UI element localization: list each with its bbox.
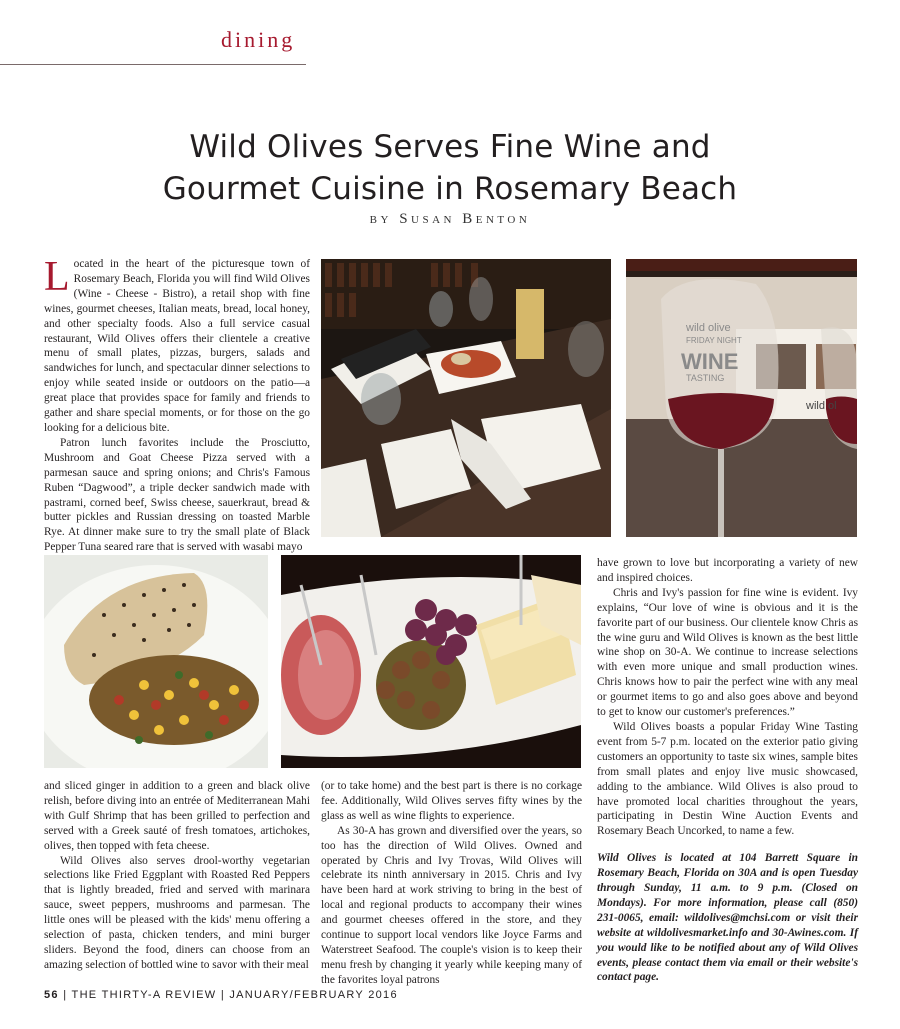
charcuterie-photo <box>281 555 581 768</box>
byline: by Susan Benton <box>369 211 531 227</box>
intro-column <box>44 254 310 555</box>
wine-tasting-paragraph: Wild Olives boasts a popular Friday Wine Tasting event from 5-7 p.m. located on the exterior patio giving customers an opportunity to taste six wines, sample bites from small plates and enjoy live music showcased, adding to the ambiance. Wild Olives is also proud to have promoted local charities throughout the years, participating in Destin Wine Auction Events and Rosemary Beach Uncorked, to name a few. <box>597 720 858 838</box>
publication-name: THE THIRTY-A REVIEW <box>71 989 217 1001</box>
table-setting-photo <box>321 259 611 537</box>
vegetarian-paragraph: Wild Olives also serves drool-worthy vegetarian selections like Fried Eggplant with Roasted Red Peppers that is lightly breaded, fried and served with marinara sauce, sweet peppers, mushrooms and parmesan. The little ones will be pleased with the kids' menu offering a selection of pasta, chicken tenders, and mini burger sliders. Beyond the food, diners can choose from an amazing selection of bottled wine to savor with their meal <box>44 854 310 971</box>
issue-date: JANUARY/FEBRUARY 2016 <box>229 989 398 1001</box>
wine-passion-paragraph: Chris and Ivy's passion for fine wine is evident. Ivy explains, “Our love of wine is obvious and it is the favorite part of our business. Our clientele know Chris as the wine guru and Wild Olives is known as the best little wine shop on 30-A. We continue to increase selections with even more unique and small production wines. Chris knows how to pair the perfect wine with any meal or gourmet items to go and also goes above and beyond to get to know our customer's preferences.” <box>597 586 858 719</box>
glass-tasting-text: TASTING <box>686 373 725 383</box>
page-footer <box>44 989 398 1001</box>
lunch-paragraph: Patron lunch favorites include the Prosciutto, Mushroom and Goat Cheese Pizza served with a parmesan sauce and spring onions; and Chris's Famous Ruben “Dagwood”, a triple decker sandwich made with pastrami, corned beef, Swiss cheese, sauerkraut, bread & butter pickles and Russian dressing on toasted Marble Rye. At dinner make sure to try the small plate of Black Pepper Tuna seared rare that is served with wasabi mayo <box>44 436 310 554</box>
footer-separator: | <box>63 989 68 1001</box>
wine-glass-photo <box>626 259 857 537</box>
intro-paragraph <box>44 254 310 436</box>
mahi-dish-photo <box>44 555 268 768</box>
section-label: dining <box>221 27 296 52</box>
bottom-middle-column <box>321 779 582 988</box>
bottom-left-column <box>44 779 310 973</box>
glass-friday-text: FRIDAY NIGHT <box>686 336 742 345</box>
dinner-paragraph: and sliced ginger in addition to a green and black olive relish, before diving into an entrée of Mediterranean Mahi with Gulf Shrimp that has been grilled to perfection and served with a Greek sauté of fresh tomatoes, artichokes, olives, then topped with feta cheese. <box>44 780 310 852</box>
page-number: 56 <box>44 989 59 1001</box>
glass-wine-text: WINE <box>681 349 739 374</box>
intro-text: ocated in the heart of the picturesque town of Rosemary Beach, Florida you will find Wild Olives (Wine - Cheese - Bistro), a retail shop with fine wines, gourmet cheeses, Italian meats, bread, local honey, and other specialty foods. Also a full service casual restaurant, Wild Olives offers their clientele a creative menu of small plates, pizzas, burgers, salads and sandwiches for lunch, and spectacular dinner selections to enjoy while seated inside or outdoors on the patio—a great place that provides space for family and friends to gather and share special moments, or for those on the go looking for a delicious bite. <box>44 258 310 434</box>
glass-brand-text: wild olive <box>686 322 731 334</box>
location-info: Wild Olives is located at 104 Barrett Square in Rosemary Beach, Florida on 30A and is open Tuesday through Sunday, 11 a.m. to 9 p.m. (Closed on Mondays). For more information, please call (850) 231-0065, email: wildolives@mchsi.com or visit their website at wildolivesmarket.info and 30-Awines.com. If you would like to be notified about any of Wild Olives events, please contact them via email or their website's contact page. <box>597 852 858 984</box>
drop-cap: L <box>44 254 70 300</box>
section-rule <box>0 64 306 65</box>
article-title <box>60 126 840 210</box>
owners-paragraph: As 30-A has grown and diversified over the years, so too has the direction of Wild Olives. Owned and operated by Chris and Ivy Trovas, Wild Olives will celebrate its ninth anniversary in 2015. Chris and Ivy have been hard at work striving to bring in the best of local and regional products to accompany their wines and gourmet cheeses offered in the store, and they continue to support local vendors like Joyce Farms and Waterstreet Seafood. The couple's vision is to keep their menu fresh by changing it yearly while keeping many of the favorites loyal patrons <box>321 824 582 986</box>
right-column <box>597 556 858 985</box>
title-line-1: Wild Olives Serves Fine Wine and <box>189 129 711 165</box>
footer-separator-2: | <box>220 989 225 1001</box>
box-brand-text: wild ol <box>806 400 837 412</box>
favorites-paragraph: have grown to love but incorporating a variety of new and inspired choices. <box>597 557 858 584</box>
title-line-2: Gourmet Cuisine in Rosemary Beach <box>162 171 738 207</box>
corkage-paragraph: (or to take home) and the best part is there is no corkage fee. Additionally, Wild Olives serves fifty wines by the glass as well as wine flights to experience. <box>321 780 582 822</box>
